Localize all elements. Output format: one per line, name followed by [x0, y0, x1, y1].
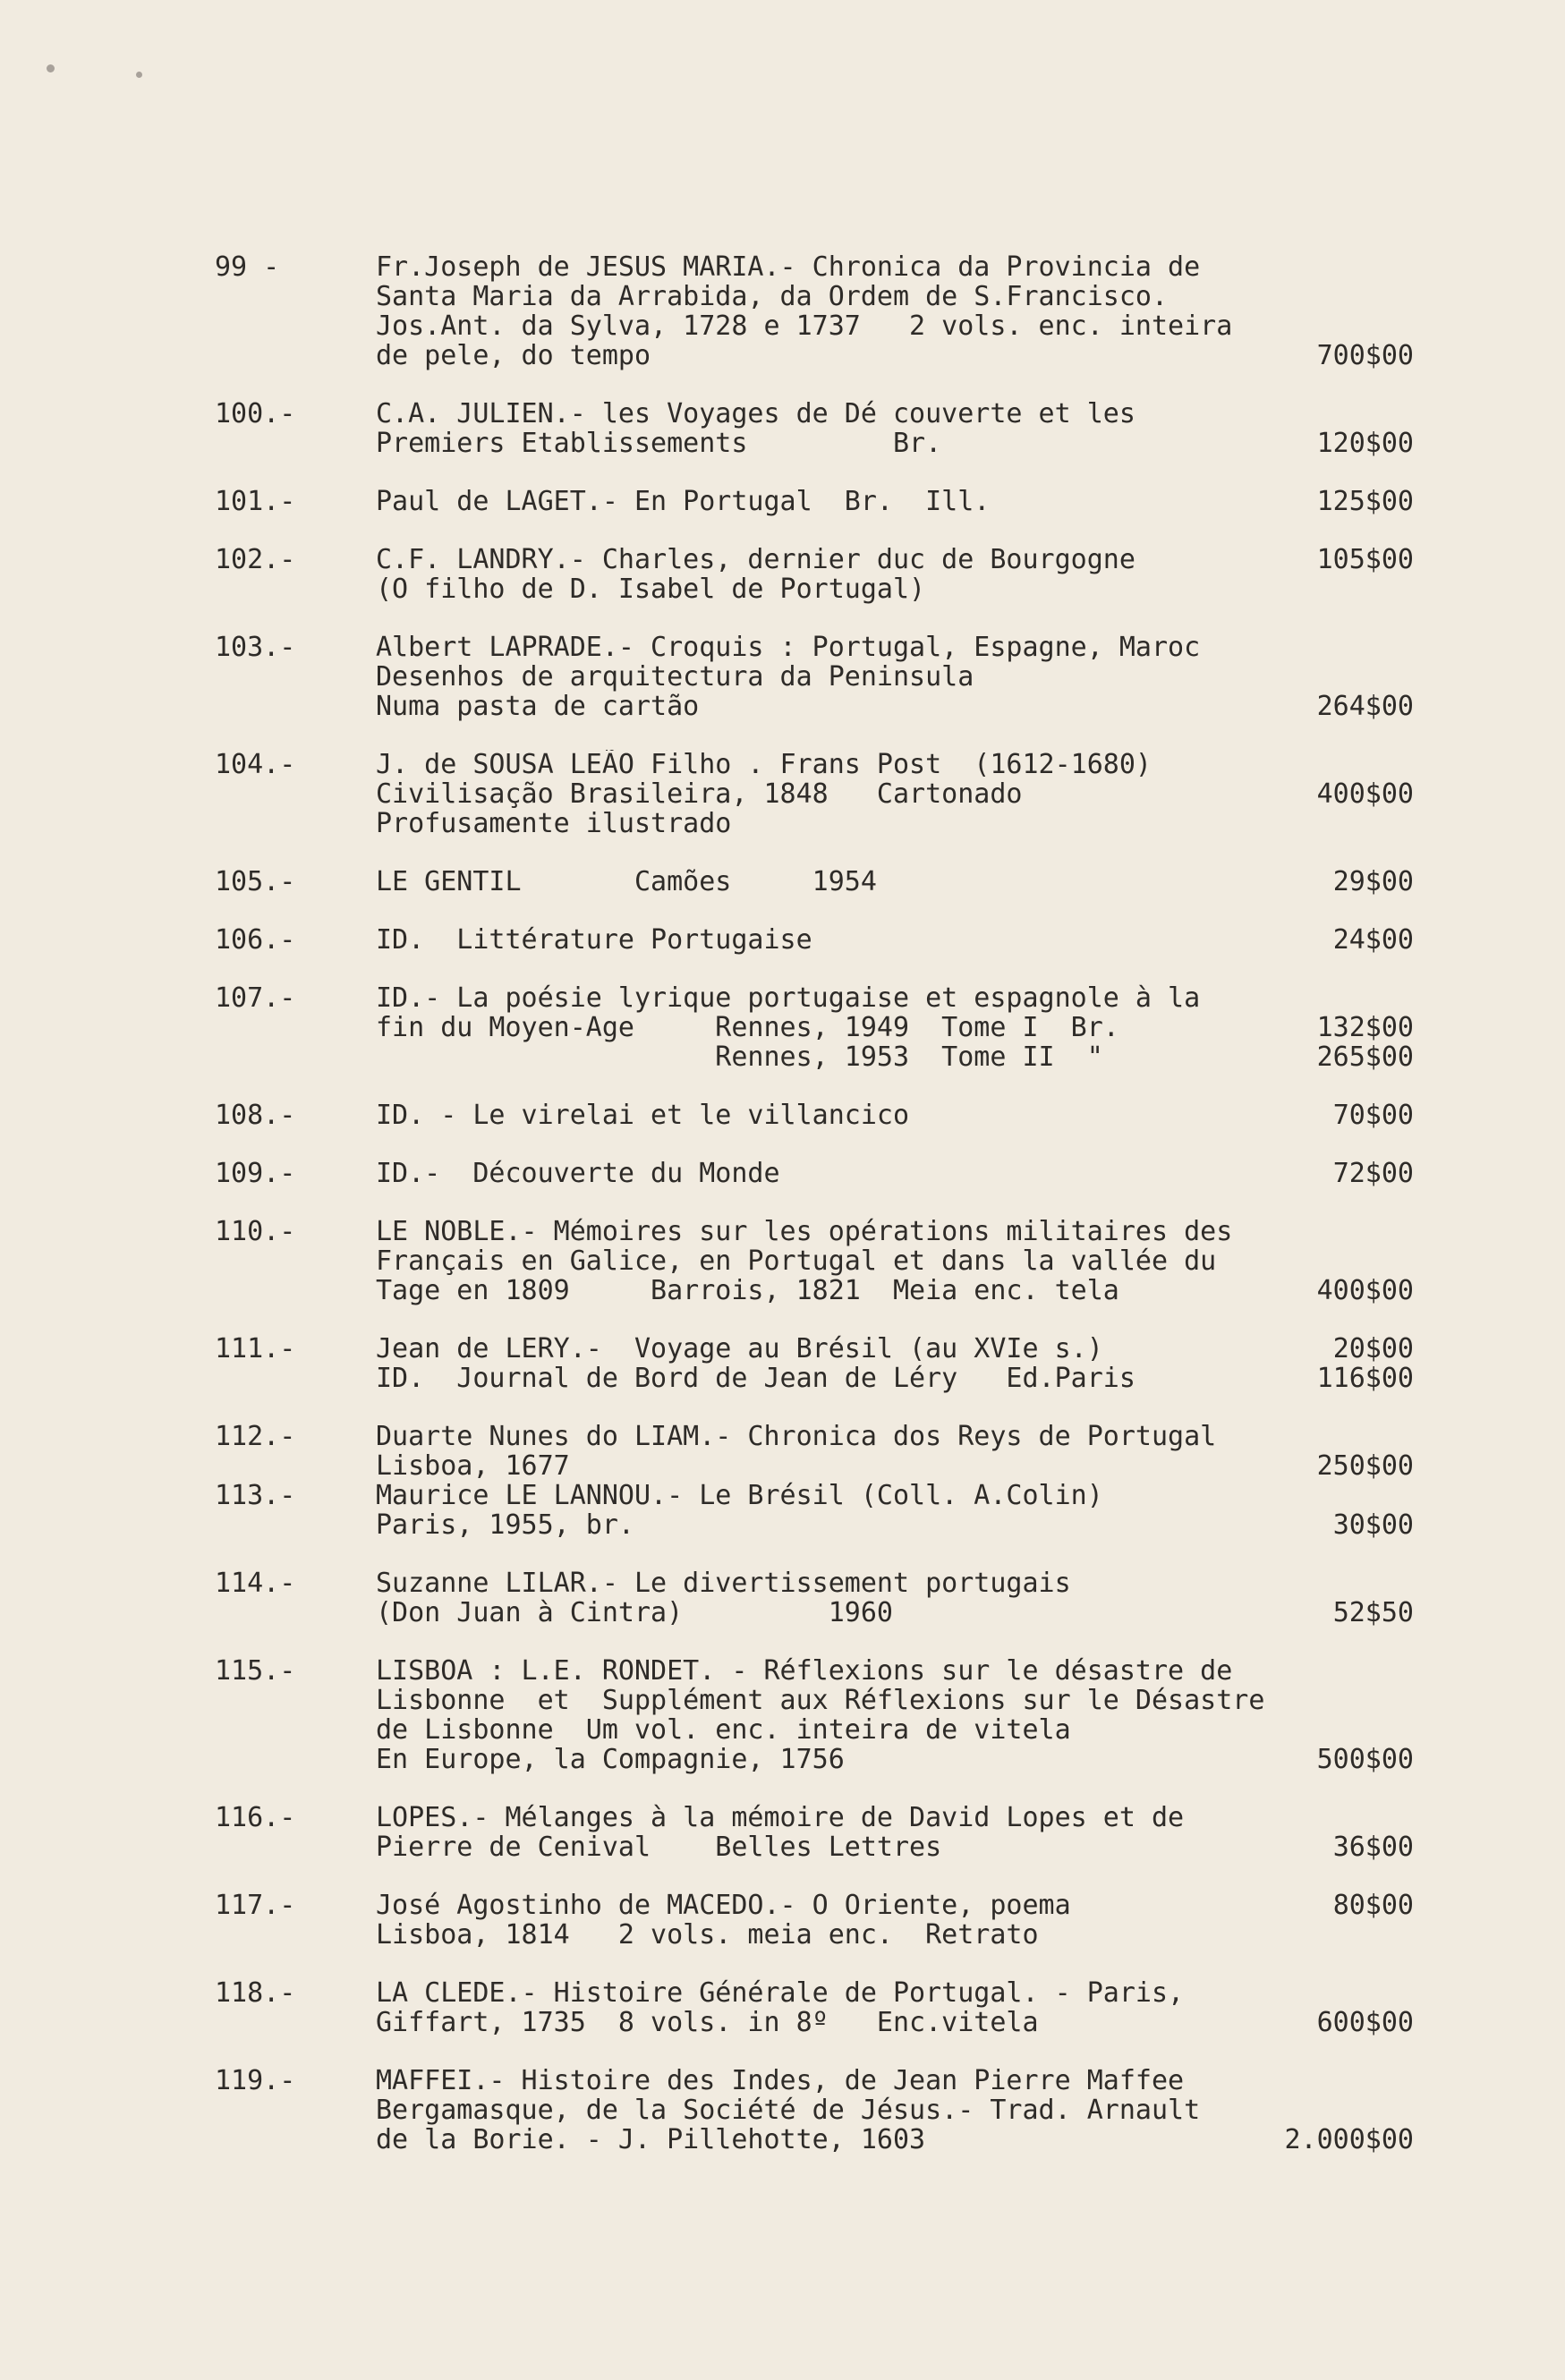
entry-line [376, 1832, 1414, 1862]
entry-line [376, 779, 1414, 809]
catalog-entry [215, 750, 1414, 838]
entry-line [376, 574, 1414, 604]
entry-line [376, 1978, 1414, 2008]
entry-line [376, 1159, 1414, 1188]
entry-line [376, 1013, 1414, 1042]
entry-text: C.F. LANDRY.- Charles, dernier duc de Bourgogne [376, 545, 1135, 574]
entry-line [376, 983, 1414, 1013]
catalog-entry [215, 1422, 1414, 1481]
entry-text: ID. Littérature Portugaise [376, 925, 812, 955]
entry-text: C.A. JULIEN.- les Voyages de Dé couverte et les [376, 399, 1135, 429]
catalog-list [215, 252, 1414, 2183]
entry-line [376, 2095, 1414, 2125]
catalog-entry [215, 867, 1414, 897]
entry-price: 125$00 [1316, 486, 1414, 517]
entry-line [376, 1334, 1414, 1364]
entry-line [376, 1891, 1414, 1920]
entry-text: Duarte Nunes do LIAM.- Chronica dos Reys de Portugal [376, 1422, 1217, 1451]
entry-text: Pierre de Cenival Belles Lettres [376, 1832, 942, 1862]
entry-number: 117.- [215, 1890, 296, 1921]
entry-text: de Lisbonne Um vol. enc. inteira de vitela [376, 1715, 1071, 1745]
entry-text: Jean de LERY.- Voyage au Brésil (au XVIe s.) [376, 1334, 1103, 1364]
entry-number: 105.- [215, 866, 296, 897]
catalog-entry [215, 1656, 1414, 1774]
entry-body [376, 487, 1414, 516]
entry-text: Rennes, 1953 Tome II " [376, 1042, 1103, 1072]
entry-text: MAFFEI.- Histoire des Indes, de Jean Pierre Maffee [376, 2066, 1185, 2095]
entry-price: 500$00 [1316, 1744, 1414, 1775]
entry-text: de pele, do tempo [376, 341, 651, 370]
entry-line [376, 311, 1414, 341]
entry-line [376, 1042, 1414, 1072]
entry-text: ID.- La poésie lyrique portugaise et espagnole à la [376, 983, 1201, 1013]
entry-number: 108.- [215, 1100, 296, 1131]
catalog-entry [215, 1334, 1414, 1393]
entry-body [376, 633, 1414, 721]
catalog-entry [215, 1217, 1414, 1305]
catalog-entry [215, 633, 1414, 721]
entry-number: 106.- [215, 924, 296, 956]
catalog-entry [215, 1978, 1414, 2037]
catalog-entry [215, 252, 1414, 370]
entry-body [376, 1803, 1414, 1862]
entry-line [376, 341, 1414, 370]
catalog-entry [215, 2066, 1414, 2155]
catalog-entry [215, 1481, 1414, 1540]
entry-body [376, 1978, 1414, 2037]
entry-price: 116$00 [1316, 1363, 1414, 1394]
ink-speck [47, 64, 55, 72]
entry-price: 400$00 [1316, 778, 1414, 810]
entry-price: 250$00 [1316, 1450, 1414, 1482]
entry-number: 114.- [215, 1568, 296, 1599]
entry-text: Paris, 1955, br. [376, 1510, 634, 1540]
entry-line [376, 1803, 1414, 1832]
entry-line [376, 487, 1414, 516]
entry-price: 265$00 [1316, 1041, 1414, 1073]
entry-line [376, 809, 1414, 838]
entry-body [376, 750, 1414, 838]
entry-body [376, 1481, 1414, 1540]
entry-number: 110.- [215, 1216, 296, 1247]
entry-body [376, 252, 1414, 370]
catalog-entry [215, 1891, 1414, 1950]
entry-line [376, 1217, 1414, 1246]
entry-text: Giffart, 1735 8 vols. in 8º Enc.vitela [376, 2008, 1039, 2037]
entry-body [376, 1568, 1414, 1628]
entry-body [376, 925, 1414, 955]
entry-line [376, 1920, 1414, 1950]
entry-line [376, 429, 1414, 458]
entry-line [376, 2008, 1414, 2037]
entry-number: 118.- [215, 1977, 296, 2009]
entry-price: 24$00 [1332, 924, 1414, 956]
entry-line [376, 1510, 1414, 1540]
entry-price: 132$00 [1316, 1012, 1414, 1043]
entry-line [376, 633, 1414, 662]
entry-text: de la Borie. - J. Pillehotte, 1603 [376, 2125, 926, 2155]
entry-line [376, 1686, 1414, 1715]
entry-body [376, 983, 1414, 1072]
entry-text: J. de SOUSA LEÃO Filho . Frans Post (1612-1680) [376, 750, 1152, 779]
entry-price: 264$00 [1316, 691, 1414, 722]
entry-text: Jos.Ant. da Sylva, 1728 e 1737 2 vols. enc. inteira [376, 311, 1233, 341]
entry-number: 115.- [215, 1655, 296, 1687]
entry-line [376, 545, 1414, 574]
catalog-entry [215, 1568, 1414, 1628]
entry-text: Suzanne LILAR.- Le divertissement portugais [376, 1568, 1071, 1598]
entry-line [376, 750, 1414, 779]
entry-line [376, 1656, 1414, 1686]
entry-number: 112.- [215, 1421, 296, 1452]
entry-number: 111.- [215, 1333, 296, 1364]
entry-line [376, 1715, 1414, 1745]
entry-text: Tage en 1809 Barrois, 1821 Meia enc. tela [376, 1276, 1119, 1305]
entry-body [376, 2066, 1414, 2155]
entry-text: (O filho de D. Isabel de Portugal) [376, 574, 926, 604]
entry-body [376, 1217, 1414, 1305]
entry-number: 102.- [215, 544, 296, 575]
entry-body [376, 1422, 1414, 1481]
entry-line [376, 1246, 1414, 1276]
entry-text: Lisbonne et Supplément aux Réflexions sur le Désastre [376, 1686, 1265, 1715]
entry-body [376, 545, 1414, 604]
entry-text: ID.- Découverte du Monde [376, 1159, 780, 1188]
entry-text: Desenhos de arquitectura da Peninsula [376, 662, 974, 692]
entry-price: 120$00 [1316, 428, 1414, 459]
entry-price: 700$00 [1316, 340, 1414, 371]
entry-text: (Don Juan à Cintra) 1960 [376, 1598, 893, 1628]
entry-price: 20$00 [1332, 1333, 1414, 1364]
entry-line [376, 252, 1414, 282]
entry-price: 105$00 [1316, 544, 1414, 575]
entry-number: 99 - [215, 251, 280, 283]
entry-text: ID. - Le virelai et le villancico [376, 1101, 910, 1130]
entry-line [376, 1364, 1414, 1393]
entry-price: 70$00 [1332, 1100, 1414, 1131]
entry-body [376, 1891, 1414, 1950]
entry-text: Civilisação Brasileira, 1848 Cartonado [376, 779, 1023, 809]
entry-price: 80$00 [1332, 1890, 1414, 1921]
entry-text: Premiers Etablissements Br. [376, 429, 942, 458]
entry-text: Maurice LE LANNOU.- Le Brésil (Coll. A.Colin) [376, 1481, 1103, 1510]
entry-line [376, 925, 1414, 955]
entry-line [376, 1598, 1414, 1628]
entry-line [376, 662, 1414, 692]
entry-number: 104.- [215, 749, 296, 780]
catalog-entry [215, 545, 1414, 604]
entry-number: 109.- [215, 1158, 296, 1189]
entry-number: 101.- [215, 486, 296, 517]
entry-line [376, 1101, 1414, 1130]
entry-price: 52$50 [1332, 1597, 1414, 1628]
entry-text: LOPES.- Mélanges à la mémoire de David Lopes et de [376, 1803, 1185, 1832]
entry-line [376, 1481, 1414, 1510]
catalog-entry [215, 925, 1414, 955]
entry-text: LE NOBLE.- Mémoires sur les opérations militaires des [376, 1217, 1233, 1246]
ink-speck [136, 72, 142, 78]
entry-body [376, 399, 1414, 458]
entry-text: En Europe, la Compagnie, 1756 [376, 1745, 845, 1774]
catalog-entry [215, 983, 1414, 1072]
entry-body [376, 1334, 1414, 1393]
entry-text: Albert LAPRADE.- Croquis : Portugal, Espagne, Maroc [376, 633, 1201, 662]
entry-line [376, 282, 1414, 311]
entry-number: 107.- [215, 982, 296, 1014]
entry-text: LISBOA : L.E. RONDET. - Réflexions sur le désastre de [376, 1656, 1233, 1686]
entry-number: 100.- [215, 398, 296, 429]
entry-line [376, 2066, 1414, 2095]
entry-line [376, 1451, 1414, 1481]
entry-price: 2.000$00 [1284, 2124, 1414, 2155]
entry-number: 119.- [215, 2065, 296, 2096]
entry-number: 116.- [215, 1802, 296, 1833]
catalog-entry [215, 1101, 1414, 1130]
entry-line [376, 399, 1414, 429]
entry-text: Paul de LAGET.- En Portugal Br. Ill. [376, 487, 991, 516]
entry-line [376, 1745, 1414, 1774]
entry-text: Santa Maria da Arrabida, da Ordem de S.Francisco. [376, 282, 1169, 311]
entry-number: 103.- [215, 632, 296, 663]
entry-price: 600$00 [1316, 2007, 1414, 2038]
catalog-entry [215, 399, 1414, 458]
entry-price: 30$00 [1332, 1509, 1414, 1541]
entry-line [376, 692, 1414, 721]
entry-line [376, 1568, 1414, 1598]
entry-line [376, 1276, 1414, 1305]
entry-text: Numa pasta de cartão [376, 692, 700, 721]
entry-price: 72$00 [1332, 1158, 1414, 1189]
entry-text: LA CLEDE.- Histoire Générale de Portugal. - Paris, [376, 1978, 1185, 2008]
entry-number: 113.- [215, 1480, 296, 1511]
entry-text: Fr.Joseph de JESUS MARIA.- Chronica da Provincia de [376, 252, 1201, 282]
entry-text: fin du Moyen-Age Rennes, 1949 Tome I Br. [376, 1013, 1119, 1042]
entry-price: 29$00 [1332, 866, 1414, 897]
entry-text: ID. Journal de Bord de Jean de Léry Ed.Paris [376, 1364, 1135, 1393]
entry-text: Lisboa, 1677 [376, 1451, 570, 1481]
catalog-entry [215, 1159, 1414, 1188]
entry-text: LE GENTIL Camões 1954 [376, 867, 877, 897]
entry-text: Lisboa, 1814 2 vols. meia enc. Retrato [376, 1920, 1039, 1950]
entry-price: 400$00 [1316, 1275, 1414, 1306]
catalog-entry [215, 487, 1414, 516]
entry-text: José Agostinho de MACEDO.- O Oriente, poema [376, 1891, 1071, 1920]
entry-body [376, 1159, 1414, 1188]
entry-body [376, 867, 1414, 897]
entry-body [376, 1656, 1414, 1774]
entry-price: 36$00 [1332, 1832, 1414, 1863]
catalog-entry [215, 1803, 1414, 1862]
entry-line [376, 1422, 1414, 1451]
entry-text: Français en Galice, en Portugal et dans la vallée du [376, 1246, 1217, 1276]
entry-line [376, 867, 1414, 897]
entry-text: Profusamente ilustrado [376, 809, 732, 838]
entry-text: Bergamasque, de la Société de Jésus.- Trad. Arnault [376, 2095, 1201, 2125]
entry-line [376, 2125, 1414, 2155]
entry-body [376, 1101, 1414, 1130]
